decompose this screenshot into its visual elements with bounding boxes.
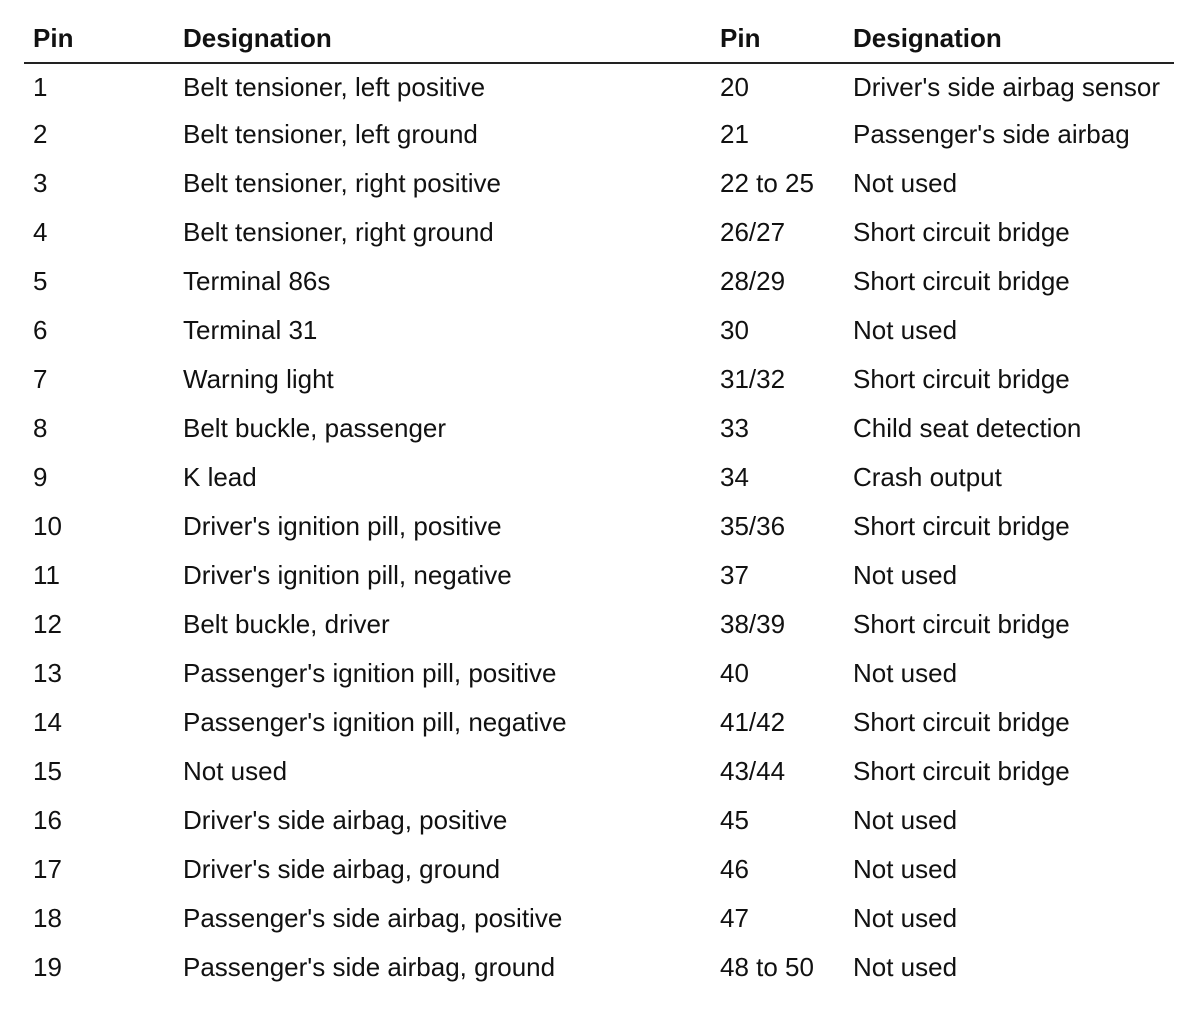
table-row [24,208,1174,257]
table-row [24,257,1174,306]
designation-cell: Child seat detection [853,413,1082,443]
column-header-pin: Pin [711,14,844,63]
designation-cell: Not used [853,952,958,982]
pin-number-cell: 1 [33,71,48,102]
pin-number-cell: 35/36 [720,511,786,541]
designation-cell: Passenger's ignition pill, positive [183,658,557,688]
designation-cell: Belt tensioner, left positive [183,71,486,102]
designation-cell: Short circuit bridge [853,511,1070,541]
designation-cell: Warning light [183,364,334,394]
designation-cell: Passenger's side airbag, ground [183,952,556,982]
table-row [24,747,1174,796]
designation-cell: Not used [853,854,958,884]
pin-number-cell: 33 [720,413,749,443]
pin-number-cell: 30 [720,315,749,345]
table-row [24,453,1174,502]
pin-number-cell: 48 to 50 [720,952,814,982]
designation-cell: Passenger's side airbag [853,119,1130,149]
table-row [24,551,1174,600]
table-row [24,110,1174,159]
table-row [24,600,1174,649]
pin-number-cell: 13 [33,658,62,688]
table-row [24,796,1174,845]
pin-number-cell: 3 [33,168,48,198]
designation-cell: K lead [183,462,257,492]
designation-cell: Not used [853,658,958,688]
pin-number-cell: 21 [720,119,749,149]
table-row [24,502,1174,551]
table-row [24,404,1174,453]
designation-cell: Crash output [853,462,1002,492]
designation-cell: Belt tensioner, left ground [183,119,478,149]
pin-number-cell: 28/29 [720,266,786,296]
pin-number-cell: 45 [720,805,749,835]
table-row [24,159,1174,208]
table-row [24,943,1174,992]
table-row [24,63,1174,110]
pin-number-cell: 14 [33,707,62,737]
designation-cell: Not used [853,168,958,198]
pin-number-cell: 8 [33,413,48,443]
pin-number-cell: 37 [720,560,749,590]
column-header-designation: Designation [174,14,711,63]
table-row [24,649,1174,698]
pin-number-cell: 47 [720,903,749,933]
designation-cell: Driver's side airbag, positive [183,805,508,835]
designation-cell: Short circuit bridge [853,609,1070,639]
designation-cell: Not used [183,756,288,786]
designation-cell: Belt buckle, driver [183,609,390,639]
pin-number-cell: 18 [33,903,62,933]
pin-number-cell: 26/27 [720,217,786,247]
table-row [24,698,1174,747]
designation-cell: Short circuit bridge [853,756,1070,786]
designation-cell: Driver's ignition pill, positive [183,511,502,541]
pin-assignment-table [24,14,1174,992]
designation-cell: Driver's side airbag sensor [853,71,1160,102]
designation-cell: Terminal 86s [183,266,331,296]
designation-cell: Passenger's side airbag, positive [183,903,563,933]
pin-number-cell: 34 [720,462,749,492]
table-body [24,63,1174,992]
column-header-pin: Pin [24,14,174,63]
pin-number-cell: 11 [33,560,60,590]
table-header-row [24,14,1174,63]
pin-number-cell: 4 [33,217,48,247]
pin-number-cell: 15 [33,756,62,786]
pin-number-cell: 43/44 [720,756,786,786]
pin-number-cell: 16 [33,805,62,835]
pin-number-cell: 6 [33,315,48,345]
designation-cell: Passenger's ignition pill, negative [183,707,567,737]
designation-cell: Short circuit bridge [853,266,1070,296]
table-row [24,355,1174,404]
pin-number-cell: 19 [33,952,62,982]
designation-cell: Terminal 31 [183,315,318,345]
designation-cell: Driver's side airbag, ground [183,854,501,884]
pin-number-cell: 20 [720,71,749,102]
designation-cell: Belt tensioner, right ground [183,217,494,247]
table-row [24,845,1174,894]
designation-cell: Short circuit bridge [853,217,1070,247]
designation-cell: Driver's ignition pill, negative [183,560,512,590]
pin-number-cell: 2 [33,119,48,149]
column-header-designation: Designation [844,14,1174,63]
pin-number-cell: 7 [33,364,48,394]
designation-cell: Belt tensioner, right positive [183,168,501,198]
pin-number-cell: 40 [720,658,749,688]
pin-number-cell: 41/42 [720,707,786,737]
designation-cell: Not used [853,315,958,345]
pin-number-cell: 22 to 25 [720,168,814,198]
pin-number-cell: 46 [720,854,749,884]
designation-cell: Belt buckle, passenger [183,413,447,443]
pin-number-cell: 17 [33,854,62,884]
designation-cell: Short circuit bridge [853,707,1070,737]
pin-number-cell: 10 [33,511,62,541]
pin-number-cell: 12 [33,609,62,639]
pin-number-cell: 5 [33,266,48,296]
pin-number-cell: 9 [33,462,48,492]
designation-cell: Not used [853,903,958,933]
designation-cell: Not used [853,560,958,590]
table-row [24,894,1174,943]
pin-number-cell: 38/39 [720,609,786,639]
pin-number-cell: 31/32 [720,364,786,394]
table-row [24,306,1174,355]
designation-cell: Short circuit bridge [853,364,1070,394]
designation-cell: Not used [853,805,958,835]
